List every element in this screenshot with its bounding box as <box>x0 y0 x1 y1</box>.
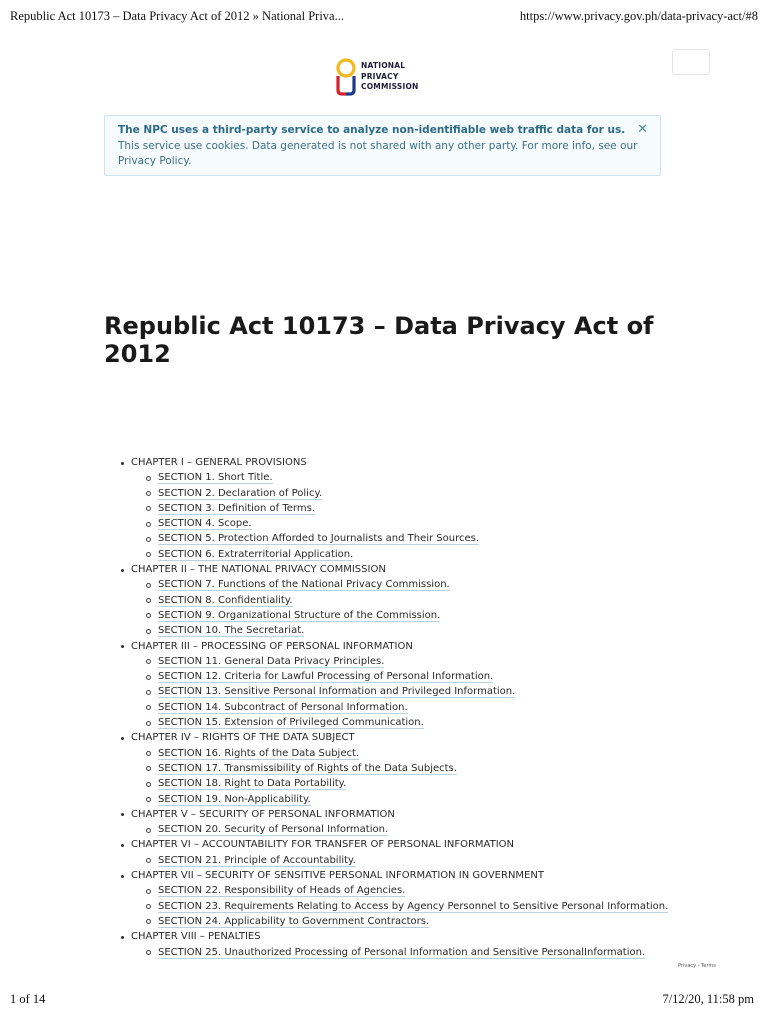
notice-body-end: . <box>188 155 192 167</box>
chapter-item: CHAPTER III – PROCESSING OF PERSONAL INFORMATION <box>118 639 678 654</box>
page-counter: 1 of 14 <box>10 992 46 1006</box>
section-item <box>118 700 678 715</box>
section-link[interactable]: SECTION 10. The Secretariat. <box>158 625 305 637</box>
logo-line-2: PRIVACY <box>361 71 399 81</box>
section-item <box>118 486 678 501</box>
section-item <box>118 470 678 485</box>
section-link[interactable]: SECTION 16. Rights of the Data Subject. <box>158 747 360 759</box>
section-item <box>118 654 678 669</box>
recaptcha-links[interactable]: Privacy - Terms <box>678 963 716 969</box>
menu-toggle-button[interactable] <box>672 49 710 75</box>
chapter-item: CHAPTER VIII – PENALTIES <box>118 929 678 944</box>
section-item <box>118 516 678 531</box>
section-item <box>118 899 678 914</box>
chapter-item: CHAPTER VII – SECURITY OF SENSITIVE PERSONAL INFORMATION IN GOVERNMENT <box>118 868 678 883</box>
section-link[interactable]: SECTION 6. Extraterritorial Application. <box>158 548 354 560</box>
section-item <box>118 883 678 898</box>
section-link[interactable]: SECTION 11. General Data Privacy Principles. <box>158 655 385 667</box>
chapter-item: CHAPTER VI – ACCOUNTABILITY FOR TRANSFER OF PERSONAL INFORMATION <box>118 837 678 852</box>
chapter-list <box>118 455 678 960</box>
section-link[interactable]: SECTION 5. Protection Afforded to Journalists and Their Sources. <box>158 533 480 545</box>
section-link[interactable]: SECTION 4. Scope. <box>158 518 252 530</box>
section-item <box>118 501 678 516</box>
table-of-contents <box>118 455 678 960</box>
section-item <box>118 577 678 592</box>
section-item <box>118 608 678 623</box>
close-icon[interactable]: ✕ <box>637 122 648 137</box>
section-item <box>118 715 678 730</box>
npc-logo-icon <box>334 57 358 97</box>
section-link[interactable]: SECTION 7. Functions of the National Privacy Commission. <box>158 579 450 591</box>
section-link[interactable]: SECTION 14. Subcontract of Personal Information. <box>158 701 408 713</box>
section-link[interactable]: SECTION 8. Confidentiality. <box>158 594 293 606</box>
logo-line-1: NATIONAL <box>361 61 406 70</box>
print-footer <box>0 992 768 1010</box>
section-link[interactable]: SECTION 12. Criteria for Lawful Processing of Personal Information. <box>158 671 494 683</box>
section-link[interactable]: SECTION 3. Definition of Terms. <box>158 502 316 514</box>
section-item <box>118 623 678 638</box>
page-title: Republic Act 10173 – Data Privacy Act of 2012 <box>104 312 654 368</box>
privacy-policy-link[interactable]: Privacy Policy <box>118 155 189 167</box>
section-link[interactable]: SECTION 24. Applicability to Government Contractors. <box>158 915 430 927</box>
section-link[interactable]: SECTION 9. Organizational Structure of the Commission. <box>158 609 441 621</box>
section-item <box>118 776 678 791</box>
section-link[interactable]: SECTION 13. Sensitive Personal Information and Privileged Information. <box>158 686 516 698</box>
section-item <box>118 547 678 562</box>
section-link[interactable]: SECTION 20. Security of Personal Information. <box>158 824 389 836</box>
print-page-title: Republic Act 10173 – Data Privacy Act of 2012 » National Priva... <box>10 9 344 23</box>
section-link[interactable]: SECTION 25. Unauthorized Processing of Personal Information and Sensitive PersonalInformation. <box>158 946 646 958</box>
section-item <box>118 761 678 776</box>
chapter-item: CHAPTER IV – RIGHTS OF THE DATA SUBJECT <box>118 730 678 745</box>
section-item <box>118 531 678 546</box>
chapter-item: CHAPTER II – THE NATIONAL PRIVACY COMMISSION <box>118 562 678 577</box>
logo-wordmark <box>361 61 419 93</box>
notice-headline: The NPC uses a third-party service to analyze non-identifiable web traffic data for us. <box>118 124 626 136</box>
section-item <box>118 822 678 837</box>
section-item <box>118 684 678 699</box>
section-item <box>118 945 678 960</box>
section-item <box>118 914 678 929</box>
section-link[interactable]: SECTION 19. Non-Applicability. <box>158 793 311 805</box>
section-link[interactable]: SECTION 15. Extension of Privileged Communication. <box>158 717 424 729</box>
section-item <box>118 669 678 684</box>
logo-line-3: COMMISSION <box>361 82 419 91</box>
notice-body <box>118 139 647 170</box>
print-header <box>0 9 768 27</box>
npc-logo[interactable] <box>334 57 434 97</box>
cookie-notice <box>104 115 661 176</box>
section-link[interactable]: SECTION 17. Transmissibility of Rights of the Data Subjects. <box>158 762 457 774</box>
chapter-item: CHAPTER I – GENERAL PROVISIONS <box>118 455 678 470</box>
section-link[interactable]: SECTION 1. Short Title. <box>158 472 273 484</box>
section-item <box>118 853 678 868</box>
notice-body-text: This service use cookies. Data generated is not shared with any other party. For more info, see our <box>118 139 638 152</box>
section-link[interactable]: SECTION 18. Right to Data Portability. <box>158 778 347 790</box>
section-item <box>118 792 678 807</box>
section-item <box>118 746 678 761</box>
print-page-url: https://www.privacy.gov.ph/data-privacy-act/#8 <box>519 9 758 23</box>
section-item <box>118 593 678 608</box>
section-link[interactable]: SECTION 2. Declaration of Policy. <box>158 487 323 499</box>
chapter-item: CHAPTER V – SECURITY OF PERSONAL INFORMATION <box>118 807 678 822</box>
section-link[interactable]: SECTION 21. Principle of Accountability. <box>158 854 356 866</box>
section-link[interactable]: SECTION 22. Responsibility of Heads of Agencies. <box>158 885 406 897</box>
section-link[interactable]: SECTION 23. Requirements Relating to Access by Agency Personnel to Sensitive Personal Information. <box>158 900 669 912</box>
print-datetime: 7/12/20, 11:58 pm <box>662 992 754 1006</box>
